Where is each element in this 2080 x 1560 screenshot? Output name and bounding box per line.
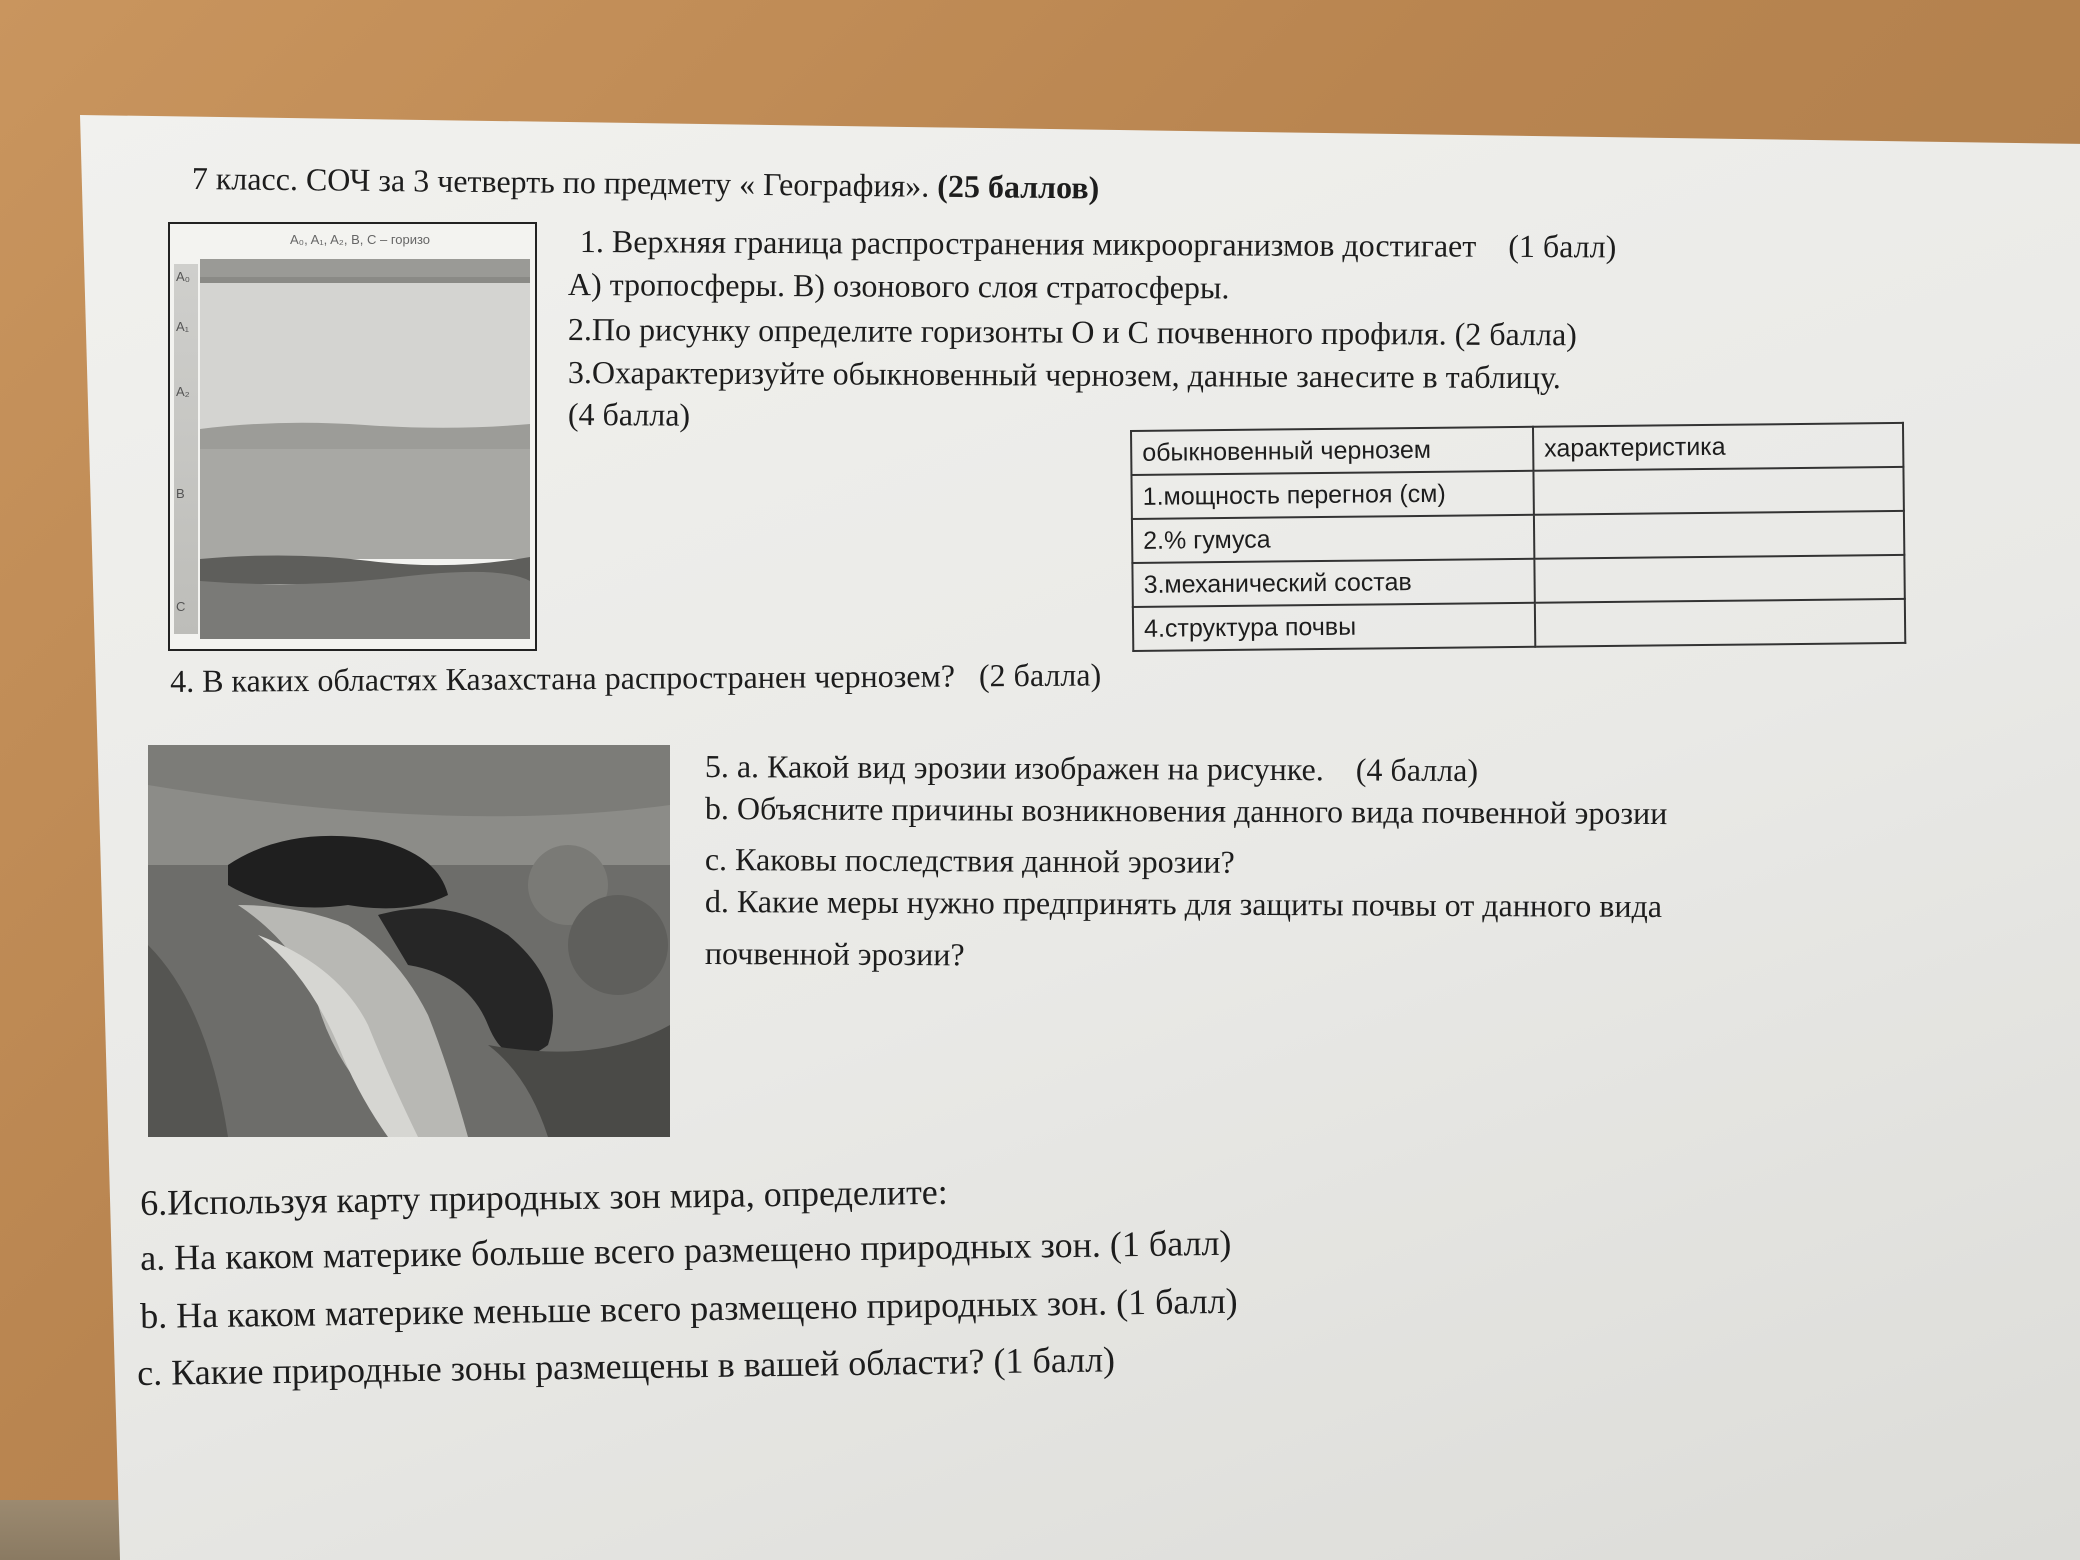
table-cell: 2.% гумуса: [1132, 515, 1534, 563]
table-header-cell: характеристика: [1533, 423, 1903, 471]
question-4-points: (2 балла): [978, 656, 1102, 694]
table-cell: 3.механический состав: [1132, 559, 1534, 607]
question-5a-text: 5. а. Какой вид эрозии изображен на рисунке. (4 балла): [704, 748, 1479, 789]
question-4-text: 4. В каких областях Казахстана распространен чернозем? (2 балла): [169, 656, 1102, 699]
question-2-text: 2.По рисунку определите горизонты О и С почвенного профиля. (2 балла): [567, 311, 1577, 353]
question-1-options: А) тропосферы. В) озонового слоя стратосферы.: [567, 266, 1230, 306]
question-5c-text: c. Каковы последствия данной эрозии?: [704, 841, 1235, 880]
question-1-text: 1. Верхняя граница распространения микроорганизмов достигает (1 балл): [579, 223, 1617, 265]
soil-figure-caption: A₀, A₁, A₂, B, C – горизо: [290, 232, 431, 247]
question-3-text: 3.Охарактеризуйте обыкновенный чернозем, данные занесите в таблицу.: [567, 354, 1561, 396]
question-5d-text: d. Какие меры нужно предпринять для защиты почвы от данного вида: [704, 883, 1663, 925]
table-cell: 4.структура почвы: [1133, 603, 1535, 651]
question-3-points: (4 балла): [567, 396, 691, 433]
question-5d-text-continued: почвенной эрозии?: [704, 935, 965, 973]
question-6-text: 6.Используя карту природных зон мира, определите:: [139, 1171, 949, 1223]
table-answer-cell[interactable]: [1534, 555, 1904, 603]
question-6b-text: b. На каком материке меньше всего размещено природных зон. (1 балл): [139, 1280, 1238, 1336]
question-5b-text: b. Объясните причины возникновения данного вида почвенной эрозии: [704, 790, 1668, 832]
question-5a-points: (4 балла): [1355, 751, 1479, 789]
horizon-label-a2: A₂: [176, 384, 190, 399]
table-answer-cell[interactable]: [1535, 599, 1905, 647]
question-6c-text: c. Какие природные зоны размещены в вашей области? (1 балл): [136, 1339, 1116, 1393]
horizon-label-b: B: [176, 486, 185, 501]
table-answer-cell[interactable]: [1534, 511, 1904, 559]
table-header-cell: обыкновенный чернозем: [1131, 427, 1533, 475]
table-answer-cell[interactable]: [1533, 467, 1903, 515]
question-6a-text: a. На каком материке больше всего размещено природных зон. (1 балл): [139, 1222, 1232, 1278]
table-cell: 1.мощность перегноя (см): [1131, 471, 1533, 519]
soil-profile-figure: [168, 222, 537, 651]
soil-layers-image: [200, 259, 530, 639]
horizon-label-c: C: [176, 599, 186, 614]
worksheet-title: 7 класс. СОЧ за 3 четверть по предмету « География». (25 баллов): [191, 160, 1100, 206]
erosion-photo: [148, 745, 670, 1137]
horizon-label-a1: A₁: [176, 319, 190, 334]
horizon-label-a0: A₀: [176, 269, 191, 284]
table-row: [1133, 599, 1905, 651]
chernozem-table: [1130, 422, 1906, 652]
question-1-points: (1 балл): [1508, 227, 1617, 265]
